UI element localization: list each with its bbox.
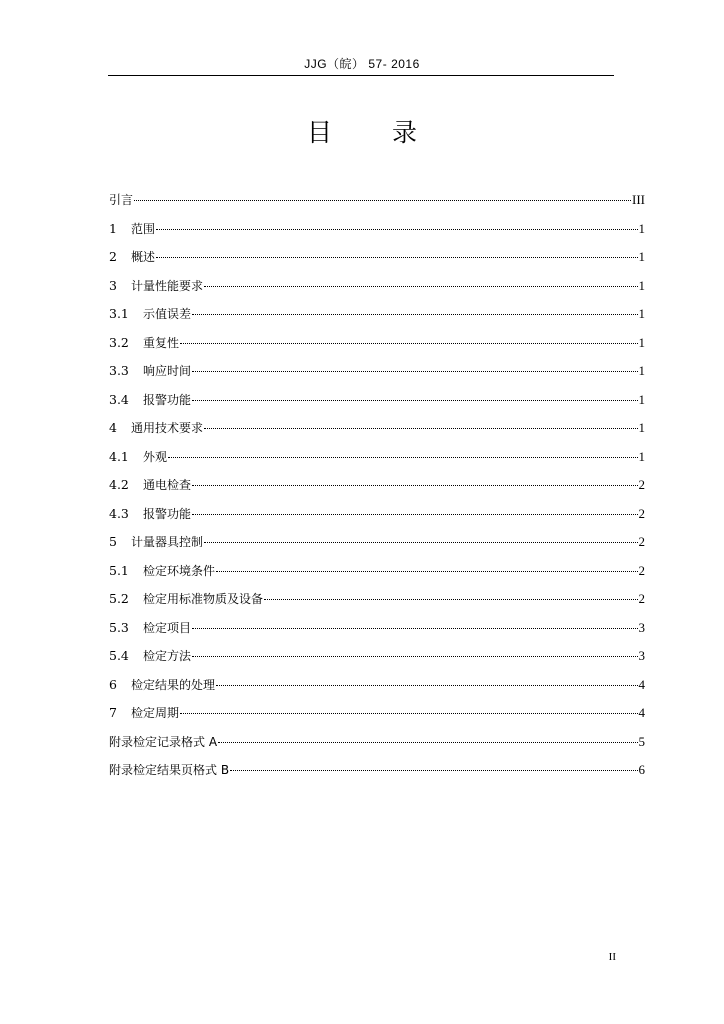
toc-entry-title: 概述 xyxy=(131,250,156,264)
toc-entry-title: 引言 xyxy=(109,193,134,207)
toc-leader-dots xyxy=(230,770,637,771)
toc-entry-page: 5 xyxy=(638,733,645,749)
toc-entry-page: 3 xyxy=(638,619,645,635)
toc-entry-title: 示值误差 xyxy=(143,307,192,321)
toc-entry[interactable] xyxy=(109,276,645,305)
toc-entry[interactable] xyxy=(109,219,645,248)
toc-entry-number: 3.3 xyxy=(109,363,129,378)
toc-entry-number: 5.3 xyxy=(109,619,129,635)
toc-entry-title: 检定用标准物质及设备 xyxy=(143,592,264,606)
toc-entry[interactable] xyxy=(109,475,645,504)
toc-entry[interactable] xyxy=(109,532,645,561)
toc-entry[interactable] xyxy=(109,646,645,675)
toc-leader-dots xyxy=(192,485,637,486)
toc-entry[interactable] xyxy=(109,190,645,219)
toc-entry-page: 1 xyxy=(638,277,645,293)
toc-entry-page: 1 xyxy=(638,249,645,264)
toc-entry-number: 4 xyxy=(109,420,117,435)
toc-entry-page: 2 xyxy=(638,534,645,549)
toc-leader-dots xyxy=(192,400,637,401)
toc-leader-dots xyxy=(192,514,637,515)
toc-leader-dots xyxy=(204,428,637,429)
toc-leader-dots xyxy=(216,571,637,572)
toc-entry-title: 报警功能 xyxy=(143,506,192,521)
toc-entry-title: 附录检定记录格式 A xyxy=(109,734,218,749)
toc-entry-page: 1 xyxy=(638,363,645,378)
toc-entry-title: 报警功能 xyxy=(143,392,192,407)
toc-entry-title: 检定项目 xyxy=(143,620,192,635)
toc-entry-number: 4.2 xyxy=(109,477,129,492)
toc-entry[interactable] xyxy=(109,361,645,390)
toc-entry[interactable] xyxy=(109,589,645,618)
toc-entry-number: 5.2 xyxy=(109,591,129,606)
toc-entry-title: 重复性 xyxy=(143,335,180,350)
toc-entry-page: 2 xyxy=(638,562,645,578)
toc-entry-page: 2 xyxy=(638,505,645,521)
toc-entry-number: 3 xyxy=(109,277,117,293)
table-of-contents xyxy=(109,190,645,789)
toc-entry-page: 1 xyxy=(638,306,645,321)
toc-leader-dots xyxy=(180,343,637,344)
page-title: 目 录 xyxy=(307,118,443,147)
toc-entry-number: 5.4 xyxy=(109,648,129,663)
toc-entry-number: 2 xyxy=(109,249,117,264)
toc-entry[interactable] xyxy=(109,675,645,704)
toc-entry-number: 5.1 xyxy=(109,562,129,578)
toc-entry[interactable] xyxy=(109,760,645,789)
toc-entry-page: 1 xyxy=(638,220,645,236)
toc-leader-dots xyxy=(192,628,637,629)
toc-leader-dots xyxy=(204,286,637,287)
toc-entry-number: 6 xyxy=(109,676,117,692)
header-rule xyxy=(108,75,614,76)
toc-entry-number: 4.1 xyxy=(109,448,129,464)
toc-entry[interactable] xyxy=(109,304,645,333)
toc-entry[interactable] xyxy=(109,618,645,647)
toc-entry-number: 1 xyxy=(109,220,117,236)
toc-leader-dots xyxy=(156,257,637,258)
toc-entry-number: 7 xyxy=(109,705,117,720)
toc-leader-dots xyxy=(192,314,637,315)
toc-leader-dots xyxy=(134,200,631,201)
toc-entry[interactable] xyxy=(109,247,645,276)
toc-leader-dots xyxy=(156,229,637,230)
toc-leader-dots xyxy=(264,599,637,600)
toc-entry-number: 4.3 xyxy=(109,505,129,521)
toc-entry-title: 检定环境条件 xyxy=(143,563,216,578)
toc-entry[interactable] xyxy=(109,504,645,533)
toc-entry-page: 1 xyxy=(638,448,645,464)
toc-entry[interactable] xyxy=(109,561,645,590)
toc-entry-number: 5 xyxy=(109,534,117,549)
page-number: II xyxy=(608,951,616,963)
toc-entry-page: 6 xyxy=(638,762,645,777)
toc-entry-title: 响应时间 xyxy=(143,364,192,378)
toc-entry-number: 3.2 xyxy=(109,334,129,350)
running-header: JJG（皖） 57- 2016 xyxy=(304,57,420,71)
toc-leader-dots xyxy=(180,713,637,714)
toc-entry[interactable] xyxy=(109,333,645,362)
toc-leader-dots xyxy=(204,542,637,543)
toc-entry-title: 计量性能要求 xyxy=(131,278,204,293)
toc-entry-page: 1 xyxy=(638,334,645,350)
toc-entry-page: III xyxy=(632,192,645,207)
toc-entry-page: 2 xyxy=(638,591,645,606)
toc-entry-title: 检定方法 xyxy=(143,649,192,663)
toc-entry-page: 4 xyxy=(638,705,645,720)
toc-entry-page: 4 xyxy=(638,676,645,692)
toc-entry-title: 检定周期 xyxy=(131,706,180,720)
toc-entry-title: 外观 xyxy=(143,449,168,464)
toc-entry[interactable] xyxy=(109,447,645,476)
toc-entry[interactable] xyxy=(109,703,645,732)
toc-entry-page: 3 xyxy=(638,648,645,663)
toc-entry-title: 计量器具控制 xyxy=(131,535,204,549)
toc-entry-page: 1 xyxy=(638,391,645,407)
toc-entry-title: 检定结果的处理 xyxy=(131,677,216,692)
toc-entry-page: 1 xyxy=(638,420,645,435)
toc-entry[interactable] xyxy=(109,390,645,419)
toc-entry-title: 附录检定结果页格式 B xyxy=(109,763,230,777)
toc-leader-dots xyxy=(168,457,637,458)
toc-leader-dots xyxy=(192,371,637,372)
toc-entry[interactable] xyxy=(109,418,645,447)
toc-entry-title: 通电检查 xyxy=(143,478,192,492)
toc-entry-number: 3.1 xyxy=(109,306,129,321)
toc-entry-number: 3.4 xyxy=(109,391,129,407)
toc-entry-title: 通用技术要求 xyxy=(131,421,204,435)
toc-leader-dots xyxy=(216,685,637,686)
toc-entry[interactable] xyxy=(109,732,645,761)
toc-entry-page: 2 xyxy=(638,477,645,492)
toc-leader-dots xyxy=(192,656,637,657)
toc-entry-title: 范围 xyxy=(131,221,156,236)
toc-leader-dots xyxy=(218,742,637,743)
